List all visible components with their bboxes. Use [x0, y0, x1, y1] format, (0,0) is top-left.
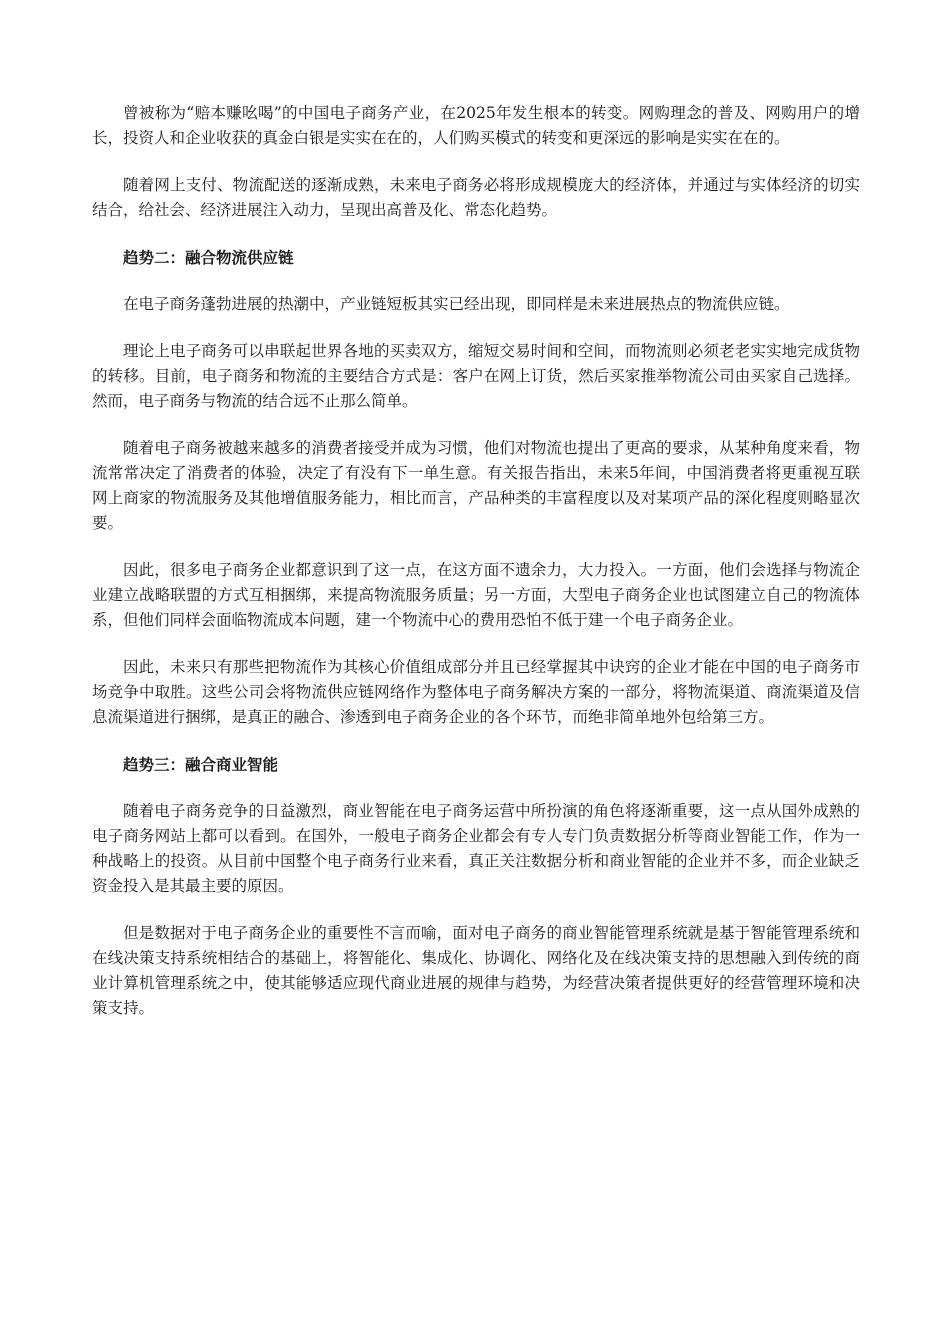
section-heading: 趋势二：融合物流供应链 [123, 248, 294, 267]
paragraph: 随着电子商务竞争的日益激烈，商业智能在电子商务运营中所扮演的角色将逐渐重要，这一点从国外成熟的电子商务网站上都可以看到。在国外，一般电子商务企业都会有专人专门负责数据分析等商业智能工作，作为一种战略上的投资。从目前中国整个电子商务行业来看，真正关注数据分析和商业智能的企业并不多，而企业缺乏资金投入是其最主要的原因。 [92, 802, 860, 895]
section-heading: 趋势三：融合商业智能 [123, 755, 279, 774]
paragraph: 理论上电子商务可以串联起世界各地的买卖双方，缩短交易时间和空间，而物流则必须老老实实地完成货物的转移。目前，电子商务和物流的主要结合方式是：客户在网上订货，然后买家推举物流公司由买家自己选择。然而，电子商务与物流的结合远不止那么简单。 [92, 342, 860, 410]
paragraph: 随着电子商务被越来越多的消费者接受并成为习惯，他们对物流也提出了更高的要求，从某种角度来看，物流常常决定了消费者的体验，决定了有没有下一单生意。有关报告指出，未来5年间，中国消费者将更重视互联网上商家的物流服务及其他增值服务能力，相比而言，产品种类的丰富程度以及对某项产品的深化程度则略显次要。 [92, 439, 860, 532]
paragraph: 但是数据对于电子商务企业的重要性不言而喻，面对电子商务的商业智能管理系统就是基于智能管理系统和在线决策支持系统相结合的基础上，将智能化、集成化、协调化、网络化及在线决策支持的思想融入到传统的商业计算机管理系统之中，使其能够适应现代商业进展的规律与趋势，为经营决策者提供更好的经营管理环境和决策支持。 [92, 924, 860, 1017]
paragraph: 因此，未来只有那些把物流作为其核心价值组成部分并且已经掌握其中诀窍的企业才能在中国的电子商务市场竞争中取胜。这些公司会将物流供应链网络作为整体电子商务解决方案的一部分，将物流渠道、商流渠道及信息流渠道进行捆绑，是真正的融合、渗透到电子商务企业的各个环节，而绝非简单地外包给第三方。 [92, 658, 860, 726]
paragraph: 曾被称为“赔本赚吆喝”的中国电子商务产业，在2025年发生根本的转变。网购理念的普及、网购用户的增长，投资人和企业收获的真金白银是实实在在的，人们购买模式的转变和更深远的影响是实实在在的。 [92, 104, 860, 147]
paragraph: 因此，很多电子商务企业都意识到了这一点，在这方面不遗余力，大力投入。一方面，他们会选择与物流企业建立战略联盟的方式互相捆绑，来提高物流服务质量；另一方面，大型电子商务企业也试图建立自己的物流体系，但他们同样会面临物流成本问题，建一个物流中心的费用恐怕不低于建一个电子商务企业。 [92, 561, 860, 629]
document-body [92, 101, 860, 1043]
paragraph: 在电子商务蓬勃进展的热潮中，产业链短板其实已经出现，即同样是未来进展热点的物流供应链。 [123, 295, 790, 313]
paragraph: 随着网上支付、物流配送的逐渐成熟，未来电子商务必将形成规模庞大的经济体，并通过与实体经济的切实结合，给社会、经济进展注入动力，呈现出高普及化、常态化趋势。 [92, 176, 860, 219]
